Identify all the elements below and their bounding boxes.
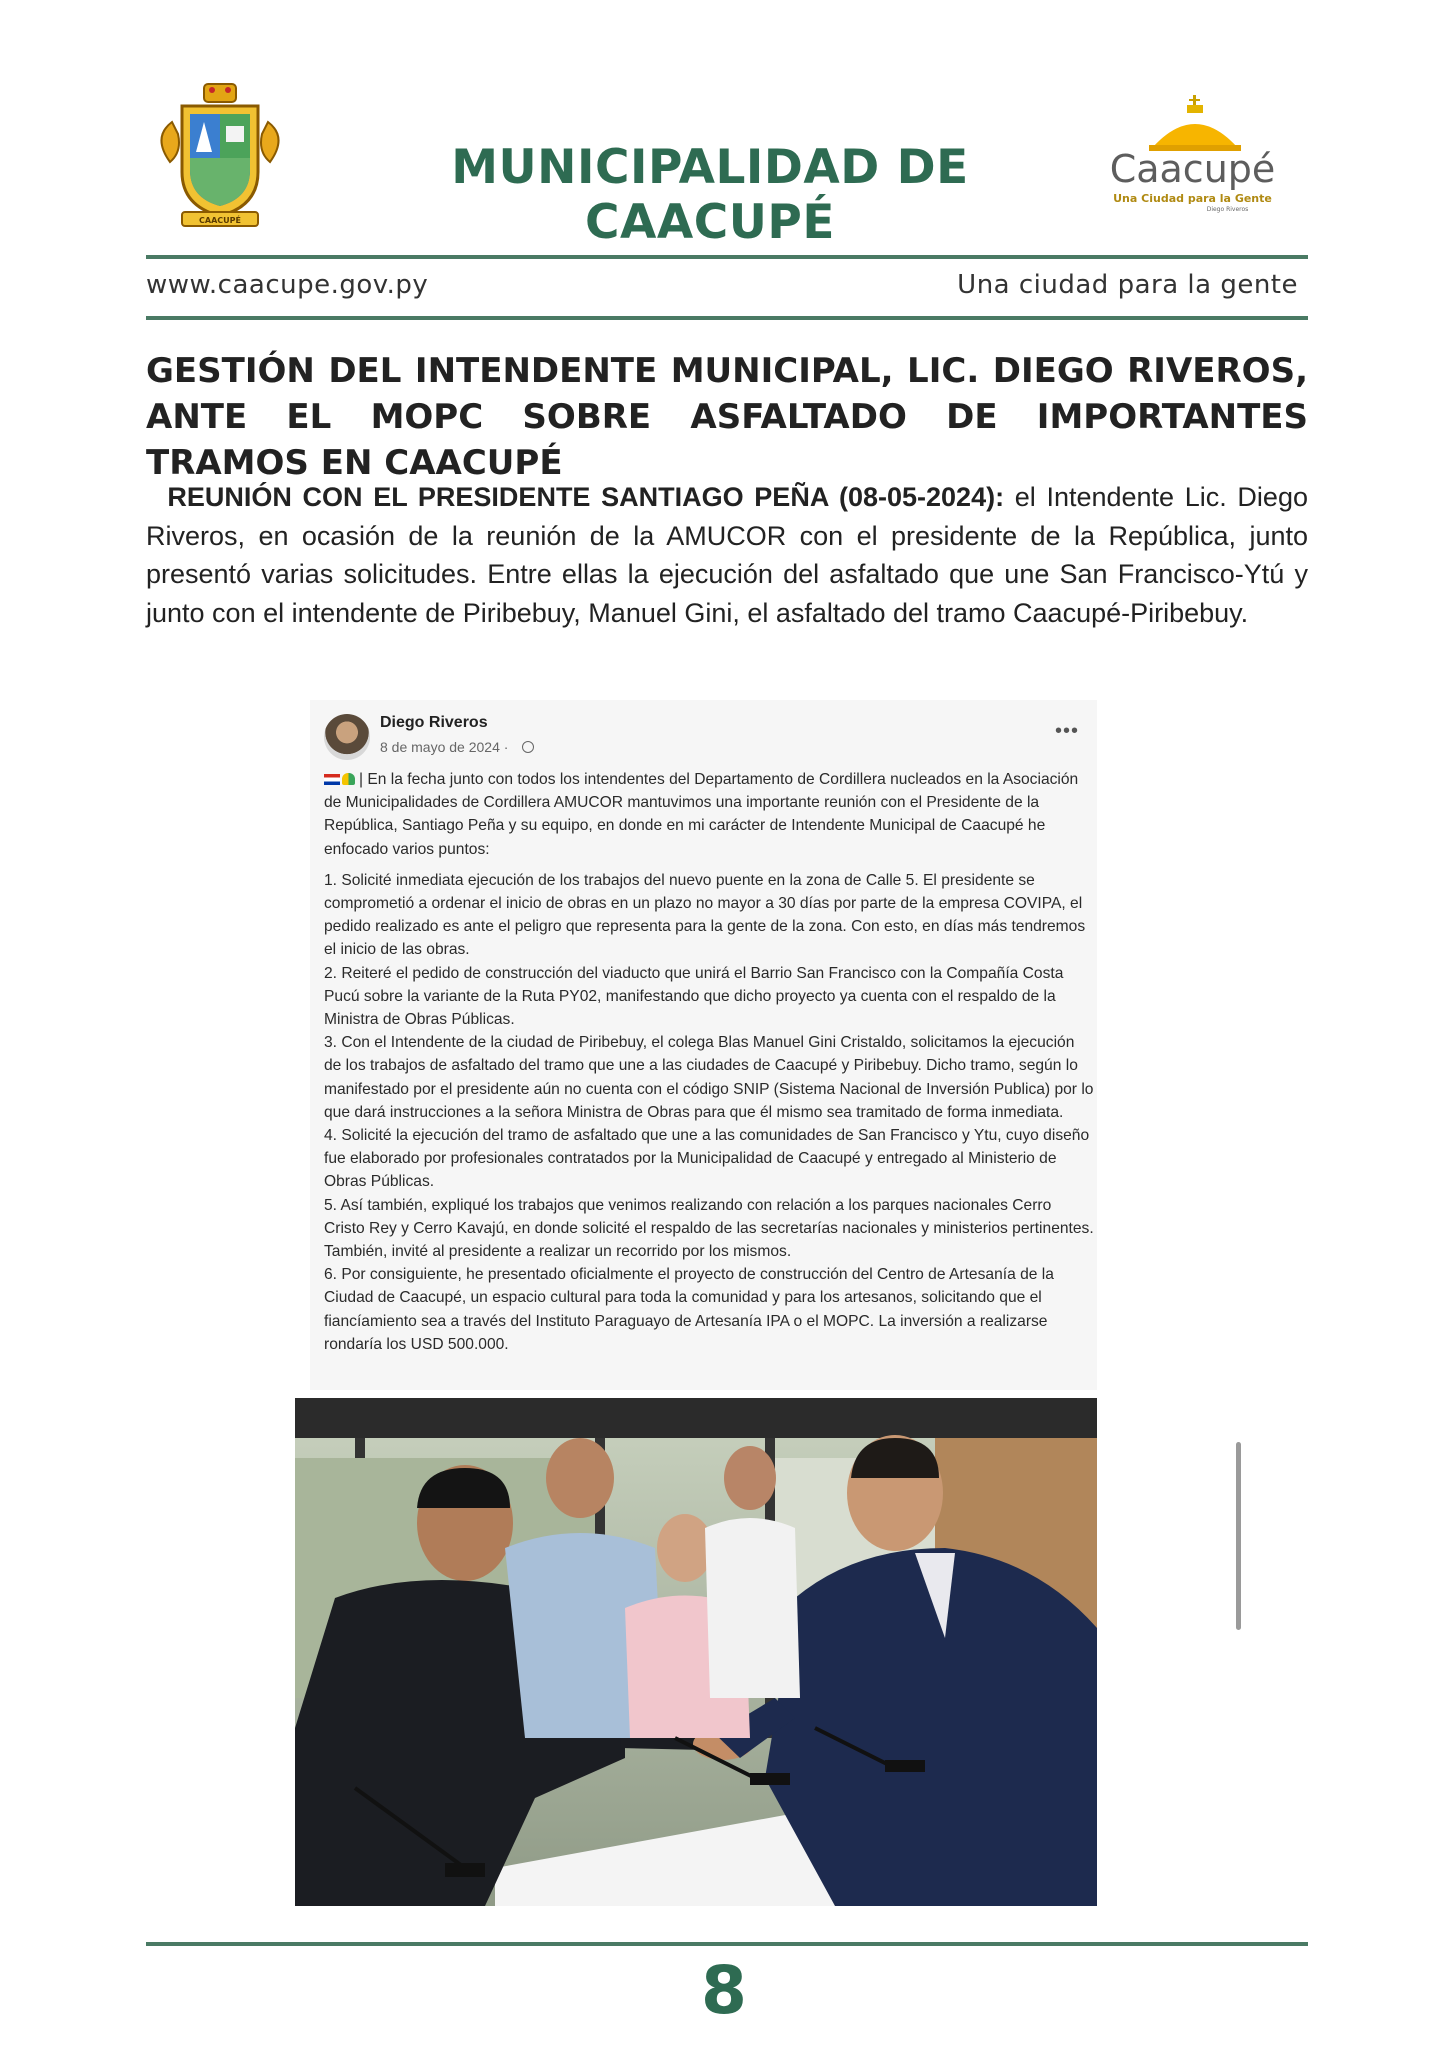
article-headline: GESTIÓN DEL INTENDENTE MUNICIPAL, LIC. DIEGO RIVEROS, ANTE EL MOPC SOBRE ASFALTADO DE IMPORTANTES TRAMOS EN CAACUPÉ	[146, 351, 1308, 483]
facebook-post	[310, 700, 1097, 1390]
municipal-crest-logo	[152, 82, 288, 232]
page-title: MUNICIPALIDAD DE CAACUPÉ	[451, 140, 969, 250]
avatar	[324, 714, 370, 760]
intro-lead: REUNIÓN CON EL PRESIDENTE SANTIAGO PEÑA (08-05-2024):	[167, 482, 1005, 512]
header-divider-top	[146, 255, 1308, 259]
scrollbar[interactable]	[1236, 1442, 1241, 1630]
post-date: 8 de mayo de 2024 ·	[380, 739, 509, 755]
page-number: 8	[701, 1952, 747, 2029]
website-url: www.caacupe.gov.py	[146, 270, 429, 300]
globe-icon	[522, 741, 534, 753]
post-author: Diego Riveros	[380, 714, 488, 731]
crest-label: CAACUPÉ	[199, 216, 241, 225]
more-options-icon: •••	[1054, 720, 1079, 742]
article-intro	[146, 478, 1308, 632]
dome-icon	[1145, 95, 1245, 153]
meeting-photo	[295, 1398, 1097, 1906]
yellow-green-heart-icon	[342, 773, 355, 785]
caacupe-brand-logo	[1105, 95, 1280, 215]
brand-slogan: Una Ciudad para la Gente	[1113, 192, 1272, 205]
header-tagline: Una ciudad para la gente	[957, 270, 1298, 300]
brand-wordmark: Caacupé	[1109, 147, 1276, 191]
intro-text: el Intendente Lic. Diego Riveros, en ocasión de la reunión de la AMUCOR con el presidente de la República, junto presentó varias solicitudes. Entre ellas la ejecución del asfaltado que une San Francisco-Ytú y junto con el intendente de Piribebuy, Manuel Gini, el asfaltado del tramo Caacupé-Piribebuy.	[146, 482, 1308, 628]
post-point: 5. Así también, expliqué los trabajos que venimos realizando con relación a los parques nacionales Cerro Cristo Rey y Cerro Kavajú, en donde solicité el respaldo de las secretarías nacionales y ministerios pertinentes. También, invité al presidente a realizar un recorrido por los mismos.	[324, 1196, 1094, 1261]
footer-divider	[146, 1942, 1308, 1946]
brand-signature: Diego Riveros	[1206, 206, 1249, 213]
post-intro-paragraph	[324, 768, 1094, 861]
header-divider-bottom	[146, 316, 1308, 320]
post-point: 3. Con el Intendente de la ciudad de Piribebuy, el colega Blas Manuel Gini Cristaldo, solicitamos la ejecución de los trabajos de asfaltado del tramo que une a las ciudades de Caacupé y Piribebuy. Dicho tramo, según lo manifestado por el presidente aún no cuenta con el código SNIP (Sistema Nacional de Inversión Publica) por lo que dará instrucciones a la señora Ministra de Obras para que él mismo sea tramitado de forma inmediata.	[324, 1034, 1094, 1121]
post-intro: | En la fecha junto con todos los intendentes del Departamento de Cordillera nucleados en la Asociación de Municipalidades de Cordillera AMUCOR mantuvimos una importante reunión con el Presidente de la República, Santiago Peña y su equipo, en donde en mi carácter de Intendente Municipal de Caacupé he enfocado varios puntos:	[324, 771, 1079, 858]
post-point: 4. Solicité la ejecución del tramo de asfaltado que une a las comunidades de San Francisco y Ytu, cuyo diseño fue elaborado por profesionales contratados por la Municipalidad de Caacupé y entregado al Ministerio de Obras Públicas.	[324, 1127, 1090, 1191]
post-point: 2. Reiteré el pedido de construcción del viaducto que unirá el Barrio San Francisco con la Compañía Costa Pucú sobre la variante de la Ruta PY02, manifestando que dicho proyecto ya cuenta con el respaldo de la Ministra de Obras Públicas.	[324, 964, 1064, 1029]
post-body	[324, 768, 1094, 1356]
paraguay-flag-icon	[324, 774, 340, 785]
post-point: 6. Por consiguiente, he presentado oficialmente el proyecto de construcción del Centro de Artesanía de la Ciudad de Caacupé, un espacio cultural para toda la comunidad y para los artesanos, solicitando que el fiancíamiento sea a través del Instituto Paraguayo de Artesanía IPA o el MOPC. La inversión a realizarse rondaría los USD 500.000.	[324, 1266, 1054, 1353]
post-point: 1. Solicité inmediata ejecución de los trabajos del nuevo puente en la zona de Calle 5. El presidente se comprometió a ordenar el inicio de obras en un plazo no mayor a 30 días por parte de la empresa COVIPA, el pedido realizado es ante el peligro que representa para la gente de la zona. Con esto, en días más tendremos el inicio de las obras.	[324, 871, 1086, 959]
